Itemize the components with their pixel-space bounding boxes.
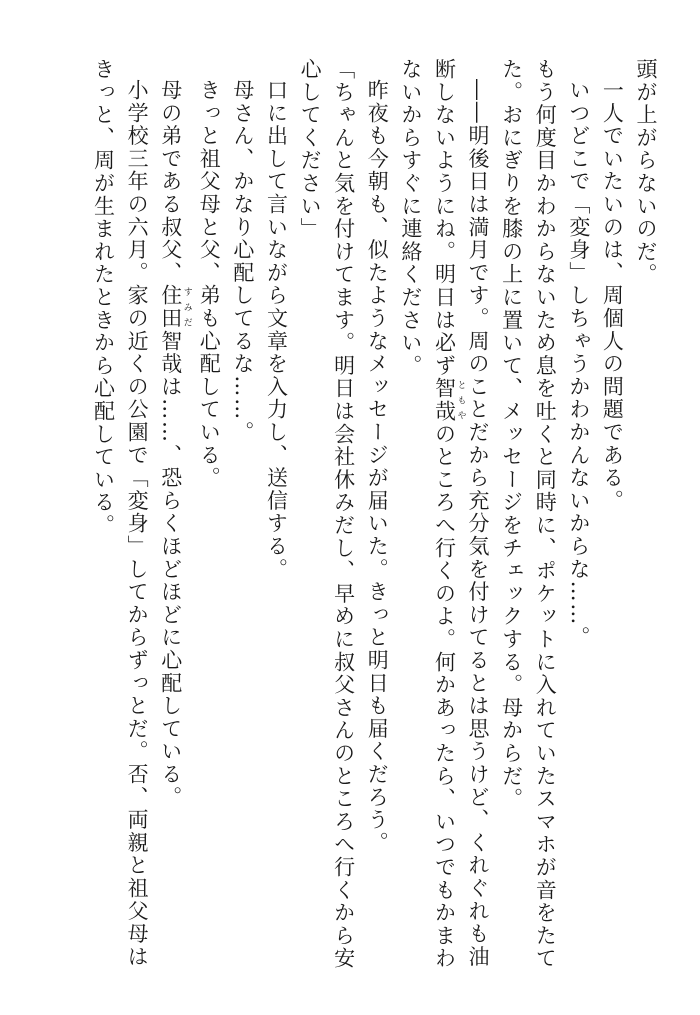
- ruby-tomoya: [432, 377, 466, 423]
- paragraph-4: もう何度目かわからないため息を吐くと同時に、ポケットに入れていたスマホが音をたてた。おにぎりを膝の上に置いて、メッセージをチェックする。母からだ。: [499, 58, 558, 970]
- ruby-tomoya-base: 智哉: [432, 377, 457, 423]
- paragraph-1: 頭が上がらないのだ。: [634, 58, 658, 286]
- vertical-text-body: [86, 58, 662, 988]
- paragraph-12: 小学校三年の六月。家の近くの公園で「変身」してからずっとだ。否、両親と祖父母はきっと、周が生まれたときから心配している。: [91, 58, 150, 969]
- paragraph-7: 「ちゃんと気を付けてます。明日は会社休みだし、早めに叔父さんのところへ行くから安心してください」: [298, 58, 356, 970]
- ruby-sumida: [158, 284, 192, 330]
- paragraph-6: 昨夜も今朝も、似たようなメッセージが届いた。きっと明日も届くだろう。: [365, 79, 390, 855]
- paragraph-8: 口に出して言いながら文章を入力し、送信する。: [264, 79, 289, 581]
- paragraph-11-before: 母の弟である叔父、: [158, 79, 183, 285]
- paragraph-5: [393, 58, 494, 988]
- paragraph-5-before: ――明後日は満月です。周のことだから充分気を付けてるとは思うけど、くれぐれも油断しないようにね。明日は必ず: [432, 58, 491, 969]
- paragraph-11: [153, 58, 192, 988]
- paragraph-9: 母さん、かなり心配してるな……。: [230, 79, 255, 444]
- paragraph-5-after: のところへ行くのよ。何かあったら、いつでもかまわないからすぐに連絡ください。: [398, 58, 457, 971]
- paragraph-11-after: 智哉は……、恐らくほどほどに心配している。: [158, 329, 183, 809]
- paragraph-2: 一人でいたいのは、周個人の問題である。: [600, 79, 625, 513]
- paragraph-10: きっと祖父母と父、弟も心配している。: [197, 79, 222, 490]
- paragraph-3: いつどこで「変身」しちゃうかわかんないからな……。: [566, 79, 591, 649]
- ruby-sumida-reading: すみだ: [181, 284, 192, 330]
- ruby-sumida-base: 住田: [158, 284, 183, 330]
- ruby-tomoya-reading: ともや: [455, 377, 466, 423]
